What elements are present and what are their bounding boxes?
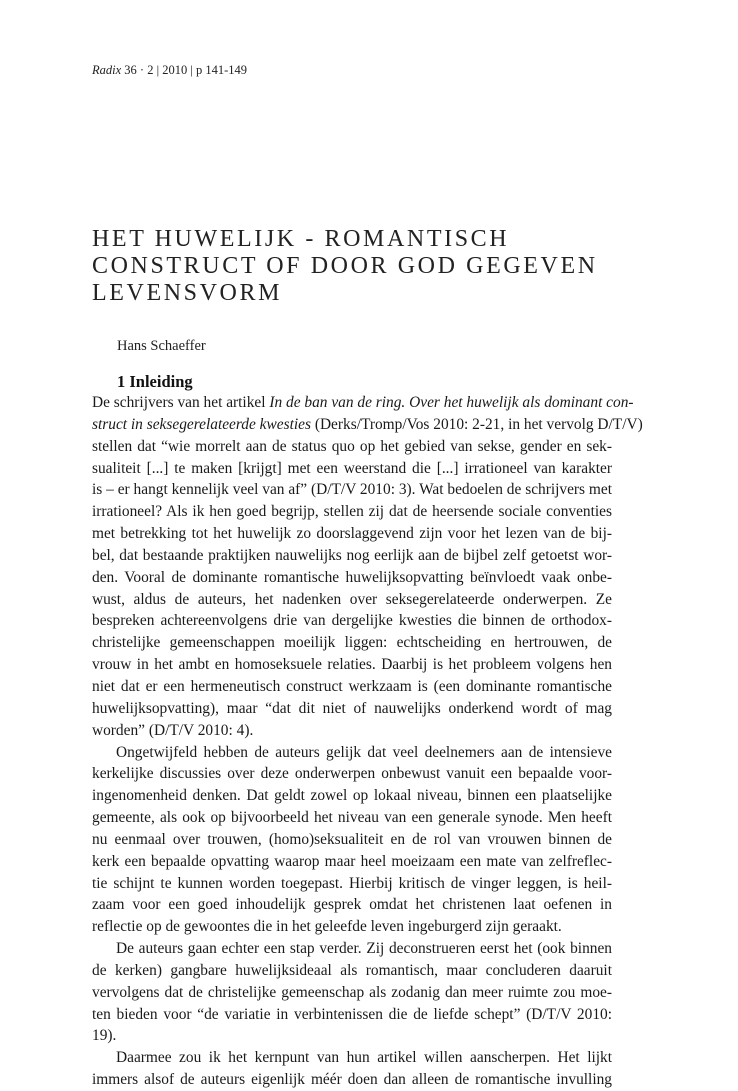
body-line: huwelijksopvatting), maar “dat dit niet of nauwelijks onderkend wordt of mag xyxy=(92,699,612,717)
body-text: De schrijvers van het artikel xyxy=(92,394,270,411)
body-line: irrationeel? Als ik hen goed begrijp, stellen zij dat de heersende sociale conventies xyxy=(92,503,612,521)
body-line: vervolgens dat de christelijke gemeenschap als zodanig dan meer ruimte zou moe- xyxy=(92,983,612,1001)
body-line: Daarmee zou ik het kernpunt van hun artikel willen aanscherpen. Het lijkt xyxy=(116,1049,612,1067)
body-line: sualiteit [...] te maken [krijgt] met een weerstand die [...] irrationeel van karakter xyxy=(92,459,612,477)
body-line xyxy=(92,392,634,414)
body-text: (Derks/Tromp/Vos 2010: 2-21, in het vervolg D/T/V) xyxy=(310,415,643,433)
body-line: christelijke gemeenschappen moeilijk liggen: echtscheiding en hertrouwen, de xyxy=(92,634,612,652)
body-line: ingenomenheid denken. Dat geldt zowel op lokaal niveau, binnen een plaatselijke xyxy=(92,787,612,805)
title-line: HET HUWELIJK - ROMANTISCH xyxy=(92,226,510,252)
body-line: Ongetwijfeld hebben de auteurs gelijk dat veel deelnemers aan de intensieve xyxy=(116,743,612,761)
title-line: LEVENSVORM xyxy=(92,280,283,306)
body-line: vrouw in het ambt en homoseksuele relaties. Daarbij is het probleem volgens hen xyxy=(92,656,612,674)
body-line: reflectie op de gewoontes die in het geleefde leven ingeburgerd zijn geraakt. xyxy=(92,918,562,936)
body-line: tie schijnt te kunnen worden toegepast. Hierbij kritisch de vinger leggen, is heil- xyxy=(92,874,612,892)
body-line: den. Vooral de dominante romantische huwelijksopvatting beïnvloedt vaak onbe- xyxy=(92,568,612,586)
body-line: met betrekking tot het huwelijk zo doorslaggevend zijn voor het lezen van de bij- xyxy=(92,525,612,543)
body-line: nu eenmaal over trouwen, (homo)seksualiteit en de rol van vrouwen binnen de xyxy=(92,830,612,848)
section-heading: 1 Inleiding xyxy=(117,372,193,391)
body-line: de kerken) gangbare huwelijksideaal als romantisch, maar concluderen daaruit xyxy=(92,961,612,979)
running-header xyxy=(92,63,247,78)
body-line: niet dat er een hermeneutisch construct werkzaam is (een dominante romantische xyxy=(92,677,612,695)
body-line: 19). xyxy=(92,1027,117,1045)
cited-article-title: In de ban van de ring. Over het huwelijk als dominant con- xyxy=(269,394,634,411)
body-line: wust, aldus de auteurs, het nadenken over seksegerelateerde onderwerpen. Ze xyxy=(92,590,612,608)
body-line: ten bieden voor “de variatie in verbintenissen die de liefde schept” (D/T/V 2010: xyxy=(92,1005,612,1023)
body-line: kerk een bepaalde opvatting waarop maar heel moeizaam een mate van zelfreflec- xyxy=(92,852,612,870)
body-line xyxy=(92,414,643,436)
journal-citation: 36 · 2 | 2010 | p 141-149 xyxy=(124,63,248,77)
journal-name: Radix xyxy=(92,63,122,77)
body-line: gemeente, als ook op bijvoorbeeld het niveau van een generale synode. Men heeft xyxy=(92,809,612,827)
body-line: stellen dat “wie morrelt aan de status quo op het gebied van sekse, gender en sek- xyxy=(92,437,612,455)
body-line: De auteurs gaan echter een stap verder. Zij deconstrueren eerst het (ook binnen xyxy=(116,940,612,958)
article-body xyxy=(92,392,643,1091)
body-line: zaam voor een goed inhoudelijk gesprek omdat het christenen laat oefenen in xyxy=(92,896,612,914)
body-line: worden” (D/T/V 2010: 4). xyxy=(92,721,254,739)
author-name: Hans Schaeffer xyxy=(117,338,206,354)
body-line: kerkelijke discussies over deze onderwerpen onbewust vanuit een bepaalde voor- xyxy=(92,765,612,783)
body-line: is – er hangt kennelijk veel van af” (D/T/V 2010: 3). Wat bedoelen de schrijvers met xyxy=(92,481,612,499)
article-title xyxy=(92,226,652,307)
body-line: bel, dat bestaande praktijken nauwelijks nog eerlijk aan de bijbel zelf getoetst wor- xyxy=(92,546,612,564)
body-line: immers alsof de auteurs eigenlijk méér doen dan alleen de romantische invulling xyxy=(92,1071,612,1089)
title-line: CONSTRUCT OF DOOR GOD GEGEVEN xyxy=(92,253,598,279)
cited-article-title: struct in seksegerelateerde kwesties xyxy=(92,415,311,433)
body-line: bespreken achtereenvolgens drie van dergelijke kwesties die binnen de orthodox- xyxy=(92,612,612,630)
